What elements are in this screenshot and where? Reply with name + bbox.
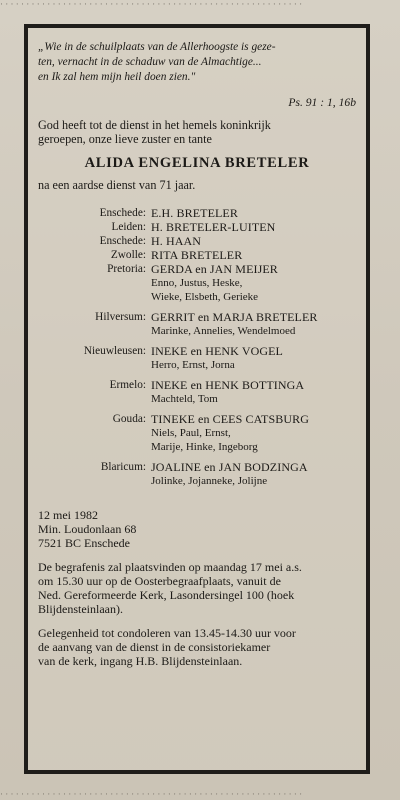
family-place: Hilversum: <box>95 311 146 323</box>
scripture-reference: Ps. 91 : 1, 16b <box>288 96 356 109</box>
family-entry <box>38 378 356 406</box>
family-entry <box>38 206 356 220</box>
family-entry <box>38 344 356 372</box>
condolence-info <box>38 626 356 668</box>
family-place: Blaricum: <box>100 461 146 473</box>
family-names: E.H. BRETELER <box>151 206 238 220</box>
family-children: Enno, Justus, Heske, <box>151 277 243 289</box>
family-names: RITA BRETELER <box>151 248 243 262</box>
address-block <box>38 508 356 550</box>
family-names: JOALINE en JAN BODZINGA <box>151 460 308 474</box>
family-place: Enschede: <box>99 207 146 219</box>
death-notice-frame <box>24 24 370 774</box>
condolence-line: Gelegenheid tot condoleren van 13.45-14.30 uur voor <box>38 626 296 640</box>
deceased-name: ALIDA ENGELINA BRETELER <box>84 155 310 171</box>
family-names: INEKE en HENK BOTTINGA <box>151 378 305 392</box>
family-entry <box>38 460 356 488</box>
family-names: GERDA en JAN MEIJER <box>151 262 278 276</box>
family-place: Ermelo: <box>109 379 146 391</box>
street-address: Min. Loudonlaan 68 <box>38 522 137 536</box>
family-entry <box>38 220 356 234</box>
family-place: Pretoria: <box>107 263 146 275</box>
quote-line: en Ik zal hem mijn heil doen zien." <box>38 71 196 83</box>
condolence-line: de aanvang van de dienst in de consistoriekamer <box>38 640 271 654</box>
family-names: INEKE en HENK VOGEL <box>151 344 283 358</box>
family-place: Zwolle: <box>110 249 146 261</box>
funeral-line: De begrafenis zal plaatsvinden op maandag 17 mei a.s. <box>38 560 302 574</box>
family-entry <box>38 412 356 454</box>
family-entry <box>38 234 356 248</box>
family-children: Marinke, Annelies, Wendelmoed <box>151 325 296 337</box>
family-children: Wieke, Elsbeth, Gerieke <box>151 291 259 303</box>
quote-line: „Wie in de schuilplaats van de Allerhoogste is geze- <box>38 41 276 53</box>
notice-date: 12 mei 1982 <box>38 508 98 522</box>
postal-city: 7521 BC Enschede <box>38 536 130 550</box>
funeral-line: Ned. Gereformeerde Kerk, Lasondersingel 100 (hoek <box>38 588 295 602</box>
age-line: na een aardse dienst van 71 jaar. <box>38 178 196 192</box>
family-place: Leiden: <box>111 221 146 233</box>
family-place: Nieuwleusen: <box>83 345 146 357</box>
family-children: Herro, Ernst, Jorna <box>151 359 235 371</box>
family-children: Machteld, Tom <box>151 393 218 405</box>
family-place: Enschede: <box>99 235 146 247</box>
family-list <box>38 206 356 488</box>
funeral-line: om 15.30 uur op de Oosterbegraafplaats, vanuit de <box>38 574 281 588</box>
scripture-quote <box>38 40 356 85</box>
cut-off-text-top: · · · · · · · · · · · · · · · · · · · · · · · · · · · · · · · · · · · · · · · · · · · · · · · · · · · · · · · · · · <box>0 0 303 9</box>
intro-line: God heeft tot de dienst in het hemels koninkrijk <box>38 118 271 132</box>
family-names: H. BRETELER-LUITEN <box>151 220 276 234</box>
family-children: Niels, Paul, Ernst, <box>151 427 231 439</box>
family-names: H. HAAN <box>151 234 202 248</box>
quote-line: ten, vernacht in de schaduw van de Almachtige... <box>38 56 262 68</box>
family-place: Gouda: <box>112 413 146 425</box>
family-entry <box>38 262 356 304</box>
family-children: Jolinke, Jojanneke, Jolijne <box>151 475 268 487</box>
funeral-line: Blijdensteinlaan). <box>38 602 123 616</box>
family-names: TINEKE en CEES CATSBURG <box>151 412 309 426</box>
intro-line: geroepen, onze lieve zuster en tante <box>38 132 212 146</box>
family-entry <box>38 310 356 338</box>
intro-text <box>38 118 356 146</box>
cut-off-text-bottom: · · · · · · · · · · · · · · · · · · · · · · · · · · · · · · · · · · · · · · · · · · · · · · · · · · · · · · · · · · <box>0 790 303 799</box>
condolence-line: van de kerk, ingang H.B. Blijdensteinlaan. <box>38 654 243 668</box>
funeral-info <box>38 560 356 616</box>
family-children: Marije, Hinke, Ingeborg <box>151 441 258 453</box>
family-names: GERRIT en MARJA BRETELER <box>151 310 318 324</box>
family-entry <box>38 248 356 262</box>
